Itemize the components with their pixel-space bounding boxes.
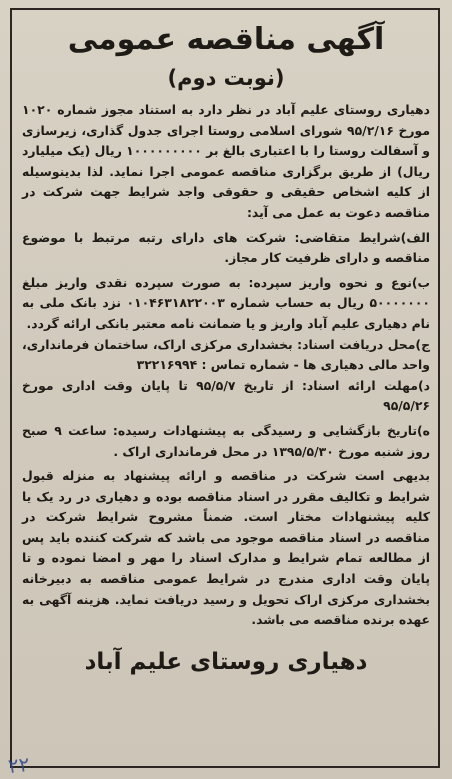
ad-body — [16, 100, 436, 631]
handwritten-mark: ۲۲ — [6, 751, 31, 779]
condition-e: ه)تاریخ بازگشایی و رسیدگی به پیشنهادات رسیده: ساعت ۹ صبح روز شنبه مورخ ۱۳۹۵/۵/۳۰ در محل فرمانداری اراک . — [22, 422, 430, 459]
ad-signature: دهیاری روستای علیم آباد — [84, 648, 368, 675]
closing-paragraph: بدیهی است شرکت در مناقصه و ارائه پیشنهاد به منزله قبول شرایط و تکالیف مقرر در اسناد مناقصه بوده و دهیاری در رد یک یا کلیه پیشنهادات مختار است. ضمناً مشروح شرایط شرکت در مناقصه در اسناد مناقصه موجود می باشد که شرکت کننده باید پس از مطالعه تمام شرایط و مدارک اسناد را مهر و امضا نموده و تا پایان وقت اداری مندرج در شرایط عمومی مناقصه به دبیرخانه بخشداری مرکزی اراک تحویل و رسید دریافت نماید. هزینه آگهی به عهده برنده مناقصه می باشد. — [22, 468, 430, 628]
tender-advertisement — [16, 18, 436, 679]
condition-d: د)مهلت ارائه اسناد: از تاریخ ۹۵/۵/۷ تا پایان وقت اداری مورخ ۹۵/۵/۲۶ — [22, 377, 430, 414]
intro-paragraph: دهیاری روستای علیم آباد در نظر دارد به استناد مجوز شماره ۱۰۲۰ مورخ ۹۵/۲/۱۶ شورای اسلامی روستا اجرای جدول گذاری، زیرسازی و آسفالت روستا را با اعتباری بالغ بر ۱۰۰۰۰۰۰۰۰۰ ریال (یک میلیارد ریال) از طریق برگزاری مناقصه عمومی اجرا نماید. لذا بدینوسیله از کلیه اشخاص حقیقی و حقوقی واجد شرایط جهت شرکت در مناقصه دعوت به عمل می آید: — [22, 102, 431, 220]
ad-subtitle: (نوبت دوم) — [167, 66, 285, 90]
condition-b: ب)نوع و نحوه واریز سپرده: به صورت سپرده نقدی واریز مبلغ ۵۰۰۰۰۰۰۰ ریال به حساب شماره ۰۱۰۴۶۳۱۸۲۲۰۰۳ نزد بانک ملی به نام دهیاری علیم آباد واریز و یا ضمانت نامه معتبر بانکی ارائه گردد. — [22, 274, 430, 331]
condition-a: الف)شرایط متقاضی: شرکت های دارای رتبه مرتبط با موضوع مناقصه و دارای ظرفیت کار مجاز. — [22, 229, 430, 266]
ad-title: آگهی مناقصه عمومی — [67, 22, 385, 57]
condition-c: ج)محل دریافت اسناد: بخشداری مرکزی اراک، ساختمان فرمانداری، واحد مالی دهیاری ها - شماره تماس : ۳۲۲۱۶۹۹۴ — [22, 336, 430, 373]
